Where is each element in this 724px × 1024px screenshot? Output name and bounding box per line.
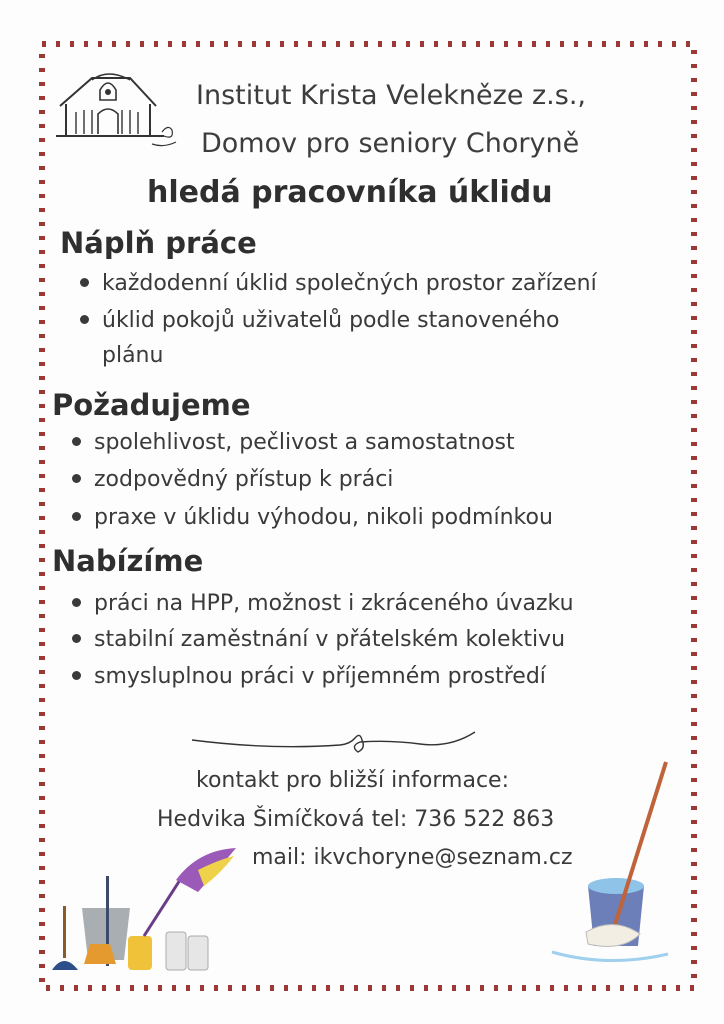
contact-line-1: kontakt pro bližší informace: — [196, 768, 509, 793]
list-item: smysluplnou práci v příjemném prostředí — [72, 664, 546, 689]
cleaning-supplies-icon — [48, 840, 248, 980]
section-title-nabizime: Nabízíme — [52, 544, 204, 578]
mop-bucket-icon — [548, 756, 678, 976]
list-item: práci na HPP, možnost i zkráceného úvazku — [72, 591, 574, 616]
swirl-divider-icon — [190, 730, 480, 760]
headline: hledá pracovníka úklidu — [147, 175, 553, 210]
list-item: úklid pokojů uživatelů podle stanoveného — [80, 308, 560, 333]
house-logo-icon — [52, 70, 177, 148]
contact-email[interactable]: mail: ikvchoryne@seznam.cz — [252, 845, 573, 870]
section-title-naplne: Náplň práce — [60, 226, 257, 260]
list-item-continuation: plánu — [102, 343, 164, 368]
org-line-1: Institut Krista Velekněze z.s., — [196, 80, 586, 111]
contact-line-2: Hedvika Šimíčková tel: 736 522 863 — [157, 807, 555, 832]
list-item: spolehlivost, pečlivost a samostatnost — [72, 430, 515, 455]
org-line-2: Domov pro seniory Choryně — [201, 128, 580, 159]
list-item: každodenní úklid společných prostor zařízení — [80, 271, 597, 296]
section-title-pozadujeme: Požadujeme — [52, 388, 251, 422]
list-item: zodpovědný přístup k práci — [72, 467, 393, 492]
list-item: stabilní zaměstnání v přátelském kolektivu — [72, 627, 565, 652]
list-item: praxe v úklidu výhodou, nikoli podmínkou — [72, 505, 553, 530]
